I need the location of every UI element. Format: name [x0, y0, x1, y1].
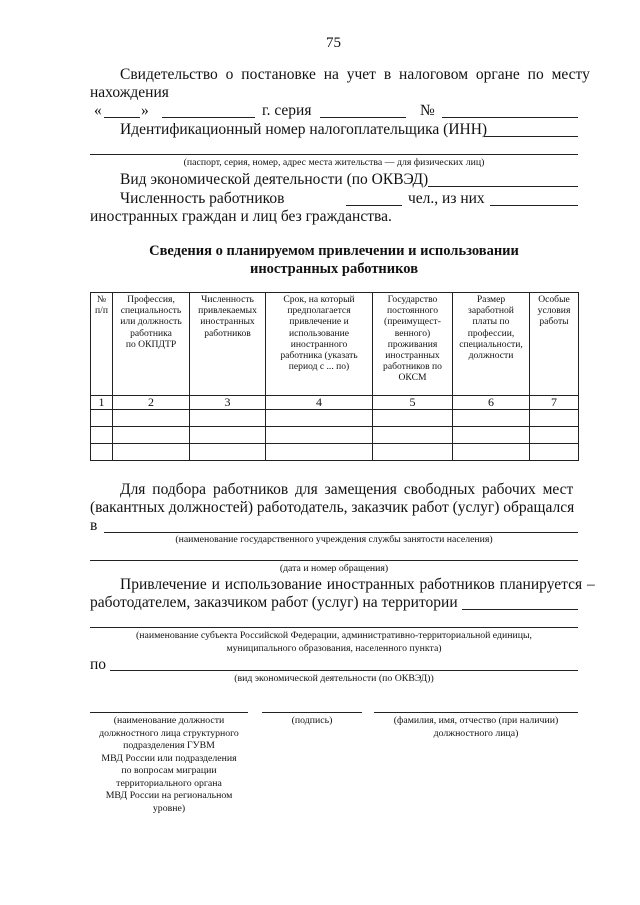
okved-label: Вид экономической деятельности (по ОКВЭД) — [120, 171, 429, 188]
employment-service-caption: (наименование государственного учреждения службы занятости населения) — [175, 534, 493, 545]
full-name-field[interactable] — [374, 712, 578, 713]
number-sign: № — [420, 102, 435, 119]
table-cell[interactable] — [190, 410, 266, 427]
selection-line-2: (вакантных должностей) работодатель, заказчик работ (услуг) обращался — [90, 499, 575, 516]
okved-activity-caption: (вид экономической деятельности (по ОКВЭД)) — [234, 673, 434, 684]
table-row[interactable] — [91, 444, 579, 461]
column-number: 3 — [190, 396, 266, 410]
signature-field[interactable] — [262, 712, 362, 713]
table-cell[interactable] — [113, 427, 190, 444]
table-cell[interactable] — [453, 444, 530, 461]
quote-open: « — [94, 102, 102, 119]
okved-field[interactable] — [428, 186, 578, 187]
header-cell-conditions: Особые условия работы — [530, 293, 579, 396]
table-cell[interactable] — [113, 444, 190, 461]
header-cell-country: Государство постоянного (преимущест- венного) проживания иностранных работников по ОКСМ — [373, 293, 453, 396]
month-field[interactable] — [162, 117, 255, 118]
table-cell[interactable] — [190, 427, 266, 444]
territory-caption-line-1: (наименование субъекта Российской Федерации, административно-территориальной единицы, — [135, 630, 533, 641]
table-row[interactable] — [91, 427, 579, 444]
table-cell[interactable] — [91, 444, 113, 461]
column-number: 2 — [113, 396, 190, 410]
column-number: 5 — [373, 396, 453, 410]
inn-field[interactable] — [484, 136, 578, 137]
city-series-label: г. серия — [262, 102, 312, 119]
workers-count-field[interactable] — [346, 205, 402, 206]
table-cell[interactable] — [266, 444, 373, 461]
workers-suffix: чел., из них — [408, 190, 485, 207]
table-cell[interactable] — [530, 410, 579, 427]
full-name-caption: (фамилия, имя, отчество (при наличии) должностного лица) — [393, 715, 559, 739]
header-cell-count: Численность привлекаемых иностранных работников — [190, 293, 266, 396]
prefix-v: в — [90, 517, 98, 534]
okved-activity-field[interactable] — [110, 670, 578, 671]
quote-close: » — [141, 102, 149, 119]
territory-field[interactable] — [462, 609, 578, 610]
appeal-date-caption: (дата и номер обращения) — [279, 563, 389, 574]
table-cell[interactable] — [266, 410, 373, 427]
table-cell[interactable] — [453, 410, 530, 427]
certificate-number-field[interactable] — [442, 117, 578, 118]
inn-label: Идентификационный номер налогоплательщика (ИНН) — [120, 121, 488, 138]
passport-caption: (паспорт, серия, номер, адрес места жительства — для физических лиц) — [183, 157, 485, 168]
column-number: 6 — [453, 396, 530, 410]
territory-caption-line-2: муниципального образования, населенного пункта) — [226, 643, 442, 654]
series-field[interactable] — [320, 117, 406, 118]
plan-line-1: Привлечение и использование иностранных работников планируется – — [120, 576, 595, 593]
section-title-line-2: иностранных работников — [249, 261, 419, 277]
certificate-line-1: Свидетельство о постановке на учет в налоговом органе по месту — [120, 66, 590, 83]
table-cell[interactable] — [373, 410, 453, 427]
table-number-row — [91, 396, 579, 410]
workers-line-2: иностранных граждан и лиц без гражданства. — [90, 208, 392, 225]
prefix-po: по — [90, 656, 107, 673]
section-title-line-1: Сведения о планируемом привлечении и использовании — [149, 243, 519, 259]
signature-caption: (подпись) — [291, 715, 333, 726]
plan-line-2: работодателем, заказчиком работ (услуг) на территории — [90, 594, 458, 611]
foreign-workers-table — [90, 292, 579, 461]
table-cell[interactable] — [530, 444, 579, 461]
position-caption: (наименование должности должностного лица структурного подразделения ГУВМ МВД России или подразделения по вопросам миграции территориального органа МВД России на региональном уровне) — [99, 715, 239, 814]
column-number: 4 — [266, 396, 373, 410]
workers-label: Численность работников — [120, 190, 285, 207]
table-row[interactable] — [91, 410, 579, 427]
foreign-workers-field[interactable] — [490, 205, 578, 206]
appeal-date-field[interactable] — [90, 560, 578, 561]
passport-field[interactable] — [90, 154, 578, 155]
employment-service-field[interactable] — [104, 532, 578, 533]
table-cell[interactable] — [266, 427, 373, 444]
position-field[interactable] — [90, 712, 248, 713]
table-cell[interactable] — [91, 427, 113, 444]
certificate-line-2: нахождения — [90, 84, 169, 101]
table-cell[interactable] — [530, 427, 579, 444]
table-cell[interactable] — [190, 444, 266, 461]
table-cell[interactable] — [113, 410, 190, 427]
column-number: 7 — [530, 396, 579, 410]
day-field[interactable] — [104, 117, 140, 118]
header-cell-profession: Профессия, специальность или должность работника по ОКПДТР — [113, 293, 190, 396]
page-number: 75 — [326, 35, 341, 51]
selection-line-1: Для подбора работников для замещения свободных рабочих мест — [120, 481, 574, 498]
header-cell-number: № п/п — [91, 293, 113, 396]
table-cell[interactable] — [373, 444, 453, 461]
header-cell-period: Срок, на который предполагается привлечение и использование иностранного работника (указать период с ... по) — [266, 293, 373, 396]
table-header-row — [91, 293, 579, 396]
table-cell[interactable] — [453, 427, 530, 444]
territory-name-field[interactable] — [90, 627, 578, 628]
header-cell-salary: Размер заработной платы по профессии, специальности, должности — [453, 293, 530, 396]
table-cell[interactable] — [91, 410, 113, 427]
table-cell[interactable] — [373, 427, 453, 444]
column-number: 1 — [91, 396, 113, 410]
